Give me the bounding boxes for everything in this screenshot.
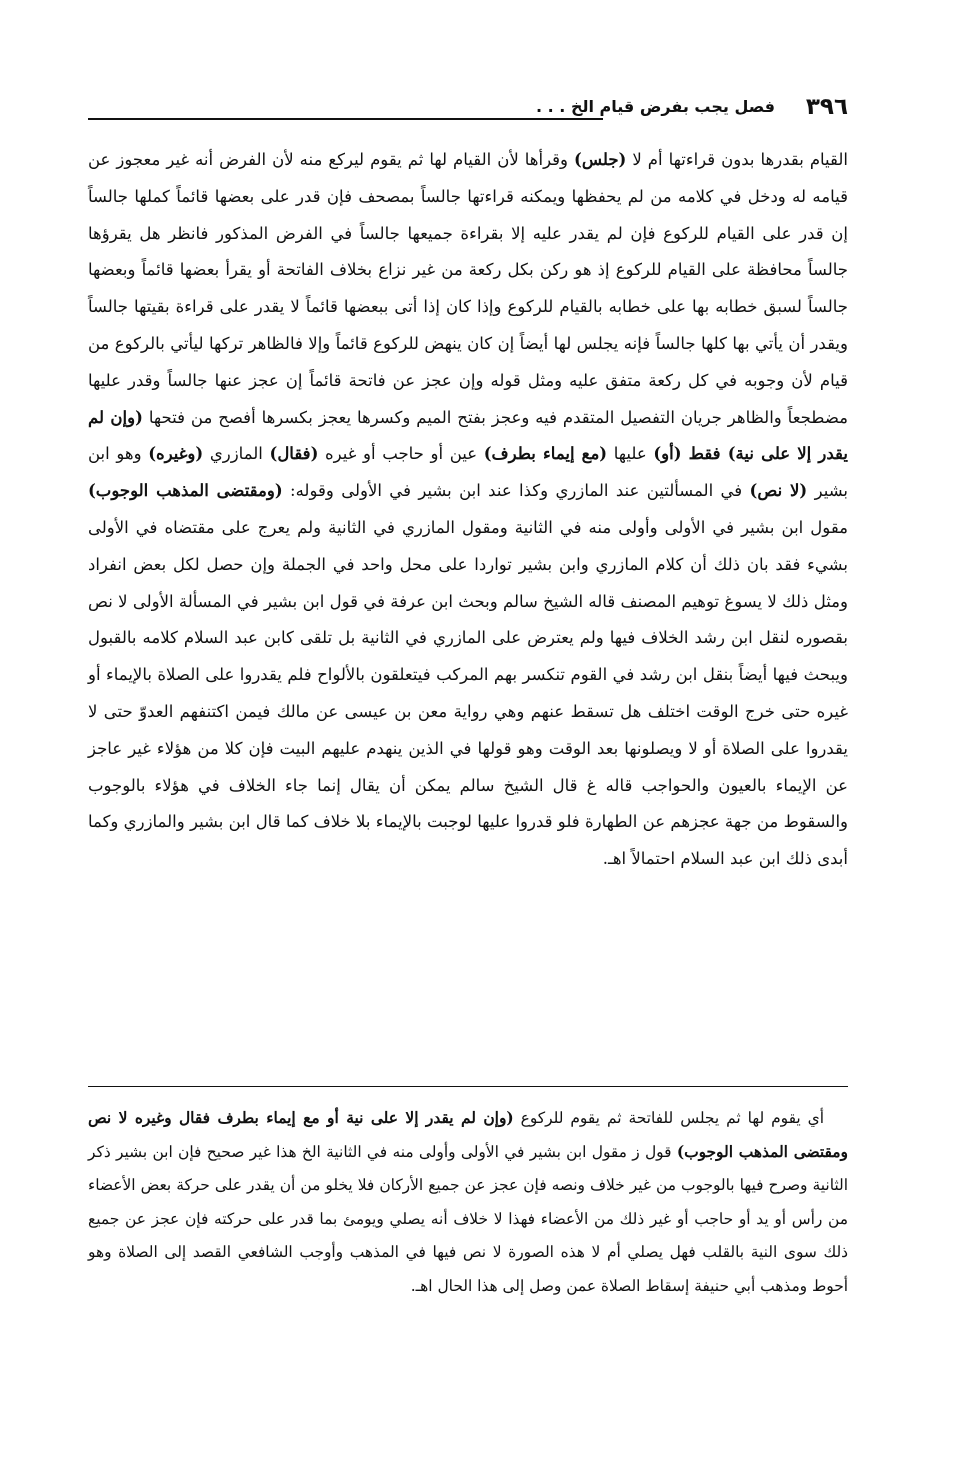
- text-segment: عين أو حاجب أو غيره: [318, 444, 484, 464]
- bold-quote: (مع إيماء بطرف): [483, 444, 608, 464]
- text-segment: المازري: [203, 444, 270, 464]
- footnote-paragraph: [88, 1102, 848, 1303]
- footnote-rule: [88, 1086, 848, 1087]
- main-paragraph: [88, 142, 848, 878]
- bold-quote: (ومقتضى المذهب الوجوب): [88, 481, 283, 501]
- running-head: [88, 92, 848, 128]
- bold-quote: (وإن لم يقدر إلا على نية) فقط (أو): [88, 407, 848, 464]
- bold-quote: (فقال): [269, 444, 319, 464]
- bold-quote: (وغيره): [148, 444, 204, 464]
- book-page: [88, 92, 848, 1432]
- text-segment: أي يقوم لها ثم يجلس للفاتحة ثم يقوم للركوع: [513, 1109, 824, 1127]
- bold-quote: (وإن لم يقدر إلا على نية أو مع إيماء بطرف فقال وغيره لا نص ومقتضى المذهب الوجوب): [88, 1109, 848, 1161]
- text-segment: مقول ابن بشير في الأولى وأولى منه في الثانية ومقول المازري في الثانية ولم يعرج على مقتضاه في الأولى بشيء فقد بان ذلك أن كلام المازري وابن بشير تواردا على محل واحد في الجملة وإن حصل لكل بعض انفراد ومثل ذلك لا يسوغ توهيم المصنف قاله الشيخ سالم وبحث ابن عرفة في قول ابن بشير في المسألة الأولى لا نص بقصوره لنقل ابن رشد الخلاف فيها ولم يعترض على المازري في الثانية بل تلقى كابن عبد السلام كلامه بالقبول ويبحث فيها أيضاً بنقل ابن رشد في القوم تنكسر بهم المركب فيتعلقون بالألواح فلم يقدروا على الصلاة بالإيماء أو غيره حتى خرج الوقت اختلف هل تسقط عنهم وهي رواية معن بن عيسى عن مالك فيمن اكتنفهم العدوّ حتى لا يقدروا على الصلاة أو لا ويصلونها بعد الوقت وهو قولها في الذين ينهدم عليهم البيت فإن كلا من هؤلاء غير عاجز عن الإيماء بالعيون والحواجب قاله غ قال الشيخ سالم يمكن أن يقال إنما جاء الخلاف في هؤلاء بالوجوب والسقوط من جهة عجزهم عن الطهارة فلو قدروا عليها لوجبت بالإيماء بلا خلاف كما قال ابن بشير والمازري وكما أبدى ذلك ابن عبد السلام احتمالاً اهـ.: [88, 517, 848, 869]
- text-segment: القيام بقدرها بدون قراءتها أم لا: [626, 150, 848, 169]
- text-segment: وهو ابن بشير: [88, 444, 849, 501]
- text-segment: في المسألتين عند المازري وكذا عند ابن بشير في الأولى وقوله:: [282, 481, 750, 501]
- header-rule: [88, 118, 603, 120]
- chapter-title: فصل يجب بفرض قيام الخ . . .: [536, 97, 775, 116]
- text-segment: عليها: [607, 444, 654, 464]
- text-segment: قول ز مقول ابن بشير في الأولى وأولى منه في الثانية الخ هذا غير صحيح فإن ابن بشير ذكر الثانية وصرح فيها بالوجوب من غير خلاف ونصه فإن عجز عن جميع الأركان فلا يخلو من أن يقدر على حركة بعض الأعضاء من رأس أو يد أو حاجب أو غير ذلك من الأعضاء فهذا لا خلاف أنه يصلي ويومئ بما قدر على حركته فإن عجز عن جميع ذلك سوى النية بالقلب فهل يصلي أم لا هذه الصورة لا نص فيها في المذهب وأوجب الشافعي القصد إلى الصلاة وهو أحوط ومذهب أبي حنيفة إسقاط الصلاة عمن وصل إلى هذا الحال اهـ.: [88, 1142, 848, 1295]
- text-segment: وقرأها لأن القيام لها ثم يقوم ليركع منه لأن الفرض أنه غير معجوز عن قيامه له ودخل في كلامه من لم يحفظها ويمكنه قراءتها جالساً بمصحف فإن قدر على بعضها قائماً كملها جالساً إن قدر على القيام للركوع فإن لم يقدر عليه إلا بقراءة جميعها جالساً في الفرض المذكور فانظر هل يقرؤها جالساً محافظة على القيام للركوع إذ هو ركن بكل ركعة من غير نزاع بخلاف الفاتحة أو يقرأ بعضها قائماً وبعضها جالساً لسبق خطابه بها على خطابه بالقيام للركوع وإذا كان إذا أتى ببعضها قائماً لا يقدر على قراءة بقيتها جالساً ويقدر أن يأتي بها كلها جالساً فإنه يجلس لها أيضاً إن كان ينهض للركوع قائماً وإلا فالظاهر تركها ليأتي بالركوع من قيام لأن وجوبه في كل ركعة متفق عليه ومثل قوله وإن عجز عن فاتحة قائماً إن عجز عنها جالساً وقدر عليها مضطجعاً والظاهر جريان التفصيل المتقدم فيه وعجز بفتح الميم وكسرها يعجز بكسرها أفصح من فتحها: [88, 150, 848, 427]
- bold-quote: (جلس): [574, 150, 627, 169]
- main-text: [88, 142, 848, 878]
- footnote: [88, 1102, 848, 1303]
- bold-quote: (لا نص): [749, 481, 808, 501]
- page-number: ٣٩٦: [805, 94, 848, 120]
